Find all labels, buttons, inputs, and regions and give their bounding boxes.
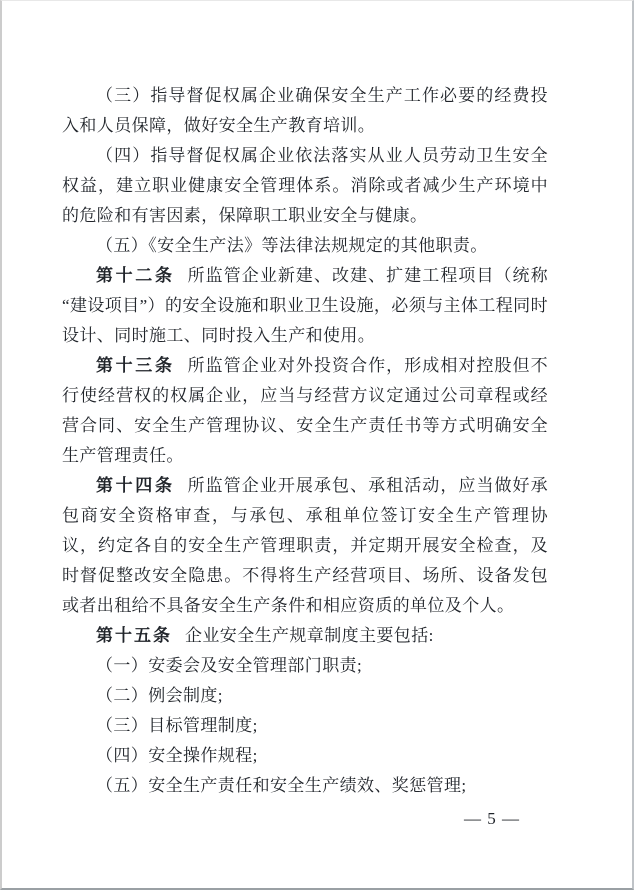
paragraph-text: （二）例会制度; <box>96 686 223 705</box>
list-item-4 <box>62 741 548 771</box>
paragraph-text: 所监管企业对外投资合作，形成相对控股但不行使经营权的权属企业，应当与经营方议定通过公司章程或经营合同、安全生产管理协议、安全生产责任书等方式明确安全生产管理责任。 <box>62 356 548 465</box>
paragraph-text: （四）安全操作规程; <box>96 746 258 765</box>
paragraph-text: （四）指导督促权属企业依法落实从业人员劳动卫生安全权益，建立职业健康安全管理体系。消除或者减少生产环境中的危险和有害因素，保障职工职业安全与健康。 <box>62 146 548 225</box>
page-number: — 5 — <box>464 809 520 828</box>
paragraph-text: （三）指导督促权属企业确保安全生产工作必要的经费投入和人员保障，做好安全生产教育培训。 <box>62 86 548 135</box>
paragraph-text: 所监管企业新建、改建、扩建工程项目（统称“建设项目”）的安全设施和职业卫生设施，必须与主体工程同时设计、同时施工、同时投入生产和使用。 <box>62 266 548 345</box>
paragraph-text: 所监管企业开展承包、承租活动，应当做好承包商安全资格审查，与承包、承租单位签订安全生产管理协议，约定各自的安全生产管理职责，并定期开展安全检查，及时督促整改安全隐患。不得将生产经营项目、场所、设备发包或者出租给不具备安全生产条件和相应资质的单位及个人。 <box>62 476 548 615</box>
list-item-1 <box>62 651 548 681</box>
list-item-2 <box>62 681 548 711</box>
article-number: 第十四条 <box>96 476 175 495</box>
paragraph-text: （五）《安全生产法》等法律法规规定的其他职责。 <box>96 236 488 255</box>
article-number: 第十五条 <box>96 626 172 645</box>
list-item-3 <box>62 711 548 741</box>
paragraph-clause-5 <box>62 231 548 261</box>
paragraph-clause-3 <box>62 81 548 141</box>
paragraph-text: （一）安委会及安全管理部门职责; <box>96 656 363 675</box>
paragraph-clause-4 <box>62 141 548 231</box>
paragraph-text: （五）安全生产责任和安全生产绩效、奖惩管理; <box>96 776 467 795</box>
article-number: 第十三条 <box>96 356 175 375</box>
paragraph-article-15 <box>62 621 548 651</box>
article-number: 第十二条 <box>96 266 175 285</box>
paragraph-text: 企业安全生产规章制度主要包括: <box>185 626 434 645</box>
paragraph-article-13 <box>62 351 548 471</box>
paragraph-text: （三）目标管理制度; <box>96 716 258 735</box>
paragraph-article-14 <box>62 471 548 621</box>
paragraph-article-12 <box>62 261 548 351</box>
document-body <box>62 81 548 801</box>
list-item-5 <box>62 771 548 801</box>
